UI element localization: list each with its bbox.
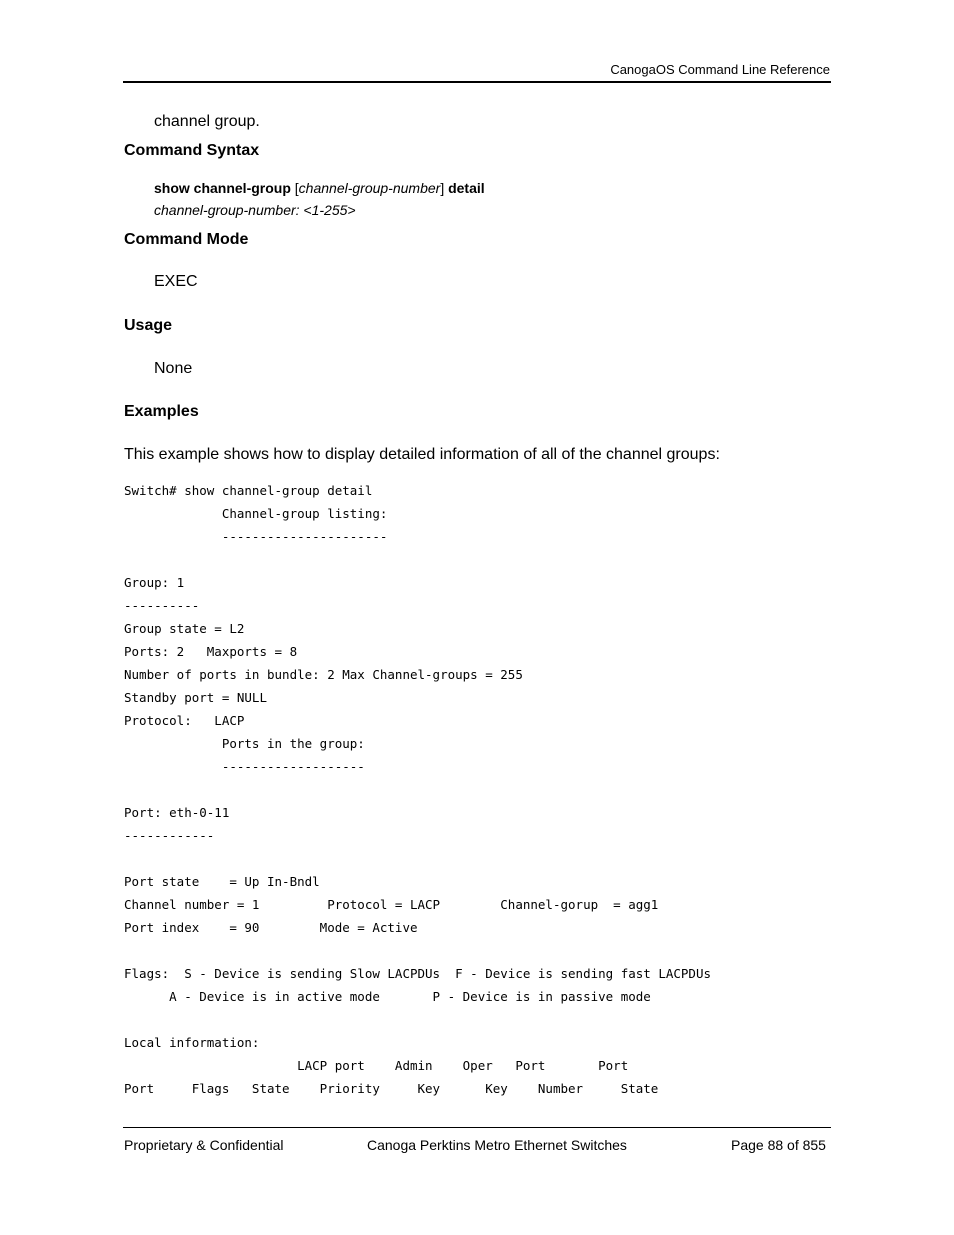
usage-heading: Usage — [124, 317, 173, 334]
footer-rule — [123, 1127, 831, 1128]
syntax-command: show channel-group — [154, 180, 291, 196]
intro-fragment: channel group. — [154, 113, 260, 130]
syntax-param: channel-group-number — [298, 180, 441, 196]
code-line: Port Flags State Priority Key Key Number State — [124, 1081, 659, 1096]
code-line: Port index = 90 Mode = Active — [124, 920, 418, 935]
syntax-param-range: channel-group-number: <1-255> — [154, 202, 356, 218]
command-syntax-heading: Command Syntax — [124, 142, 260, 159]
code-line — [124, 778, 711, 801]
footer-left: Proprietary & Confidential — [124, 1137, 284, 1153]
code-line — [124, 548, 711, 571]
code-line: Standby port = NULL — [124, 690, 267, 705]
code-line: Local information: — [124, 1035, 260, 1050]
command-mode-value: EXEC — [154, 273, 198, 290]
code-line: Channel-group listing: — [124, 506, 388, 521]
running-header-title: CanogaOS Command Line Reference — [610, 62, 830, 77]
code-line: ---------- — [124, 598, 200, 613]
command-syntax-line — [154, 180, 485, 196]
code-line: Switch# show channel-group detail — [124, 483, 373, 498]
footer-page-number: Page 88 of 855 — [731, 1137, 826, 1153]
examples-description: This example shows how to display detailed information of all of the channel groups: — [124, 446, 720, 463]
code-line: ------------------- — [124, 759, 365, 774]
code-line — [124, 847, 711, 870]
code-line — [124, 1008, 711, 1031]
code-line: Group: 1 — [124, 575, 185, 590]
usage-value: None — [154, 360, 193, 377]
code-line: Group state = L2 — [124, 621, 245, 636]
code-line: Ports: 2 Maxports = 8 — [124, 644, 298, 659]
code-line: Channel number = 1 Protocol = LACP Channel-gorup = agg1 — [124, 897, 659, 912]
syntax-bracket-open: [ — [294, 180, 299, 196]
code-line: ------------ — [124, 828, 215, 843]
syntax-keyword: detail — [448, 180, 485, 196]
examples-heading: Examples — [124, 403, 199, 420]
example-code-block — [124, 479, 711, 1100]
command-mode-heading: Command Mode — [124, 231, 249, 248]
code-line: Protocol: LACP — [124, 713, 245, 728]
code-line: A - Device is in active mode P - Device is in passive mode — [124, 989, 651, 1004]
header-rule — [123, 81, 831, 83]
code-line — [124, 939, 711, 962]
code-line: LACP port Admin Oper Port Port — [124, 1058, 629, 1073]
code-line: Flags: S - Device is sending Slow LACPDUs F - Device is sending fast LACPDUs — [124, 966, 711, 981]
code-line: Number of ports in bundle: 2 Max Channel-groups = 255 — [124, 667, 523, 682]
code-line: Port state = Up In-Bndl — [124, 874, 320, 889]
syntax-bracket-close: ] — [440, 180, 445, 196]
code-line: Ports in the group: — [124, 736, 365, 751]
code-line: Port: eth-0-11 — [124, 805, 230, 820]
footer-center: Canoga Perktins Metro Ethernet Switches — [367, 1137, 627, 1153]
code-line: ---------------------- — [124, 529, 388, 544]
